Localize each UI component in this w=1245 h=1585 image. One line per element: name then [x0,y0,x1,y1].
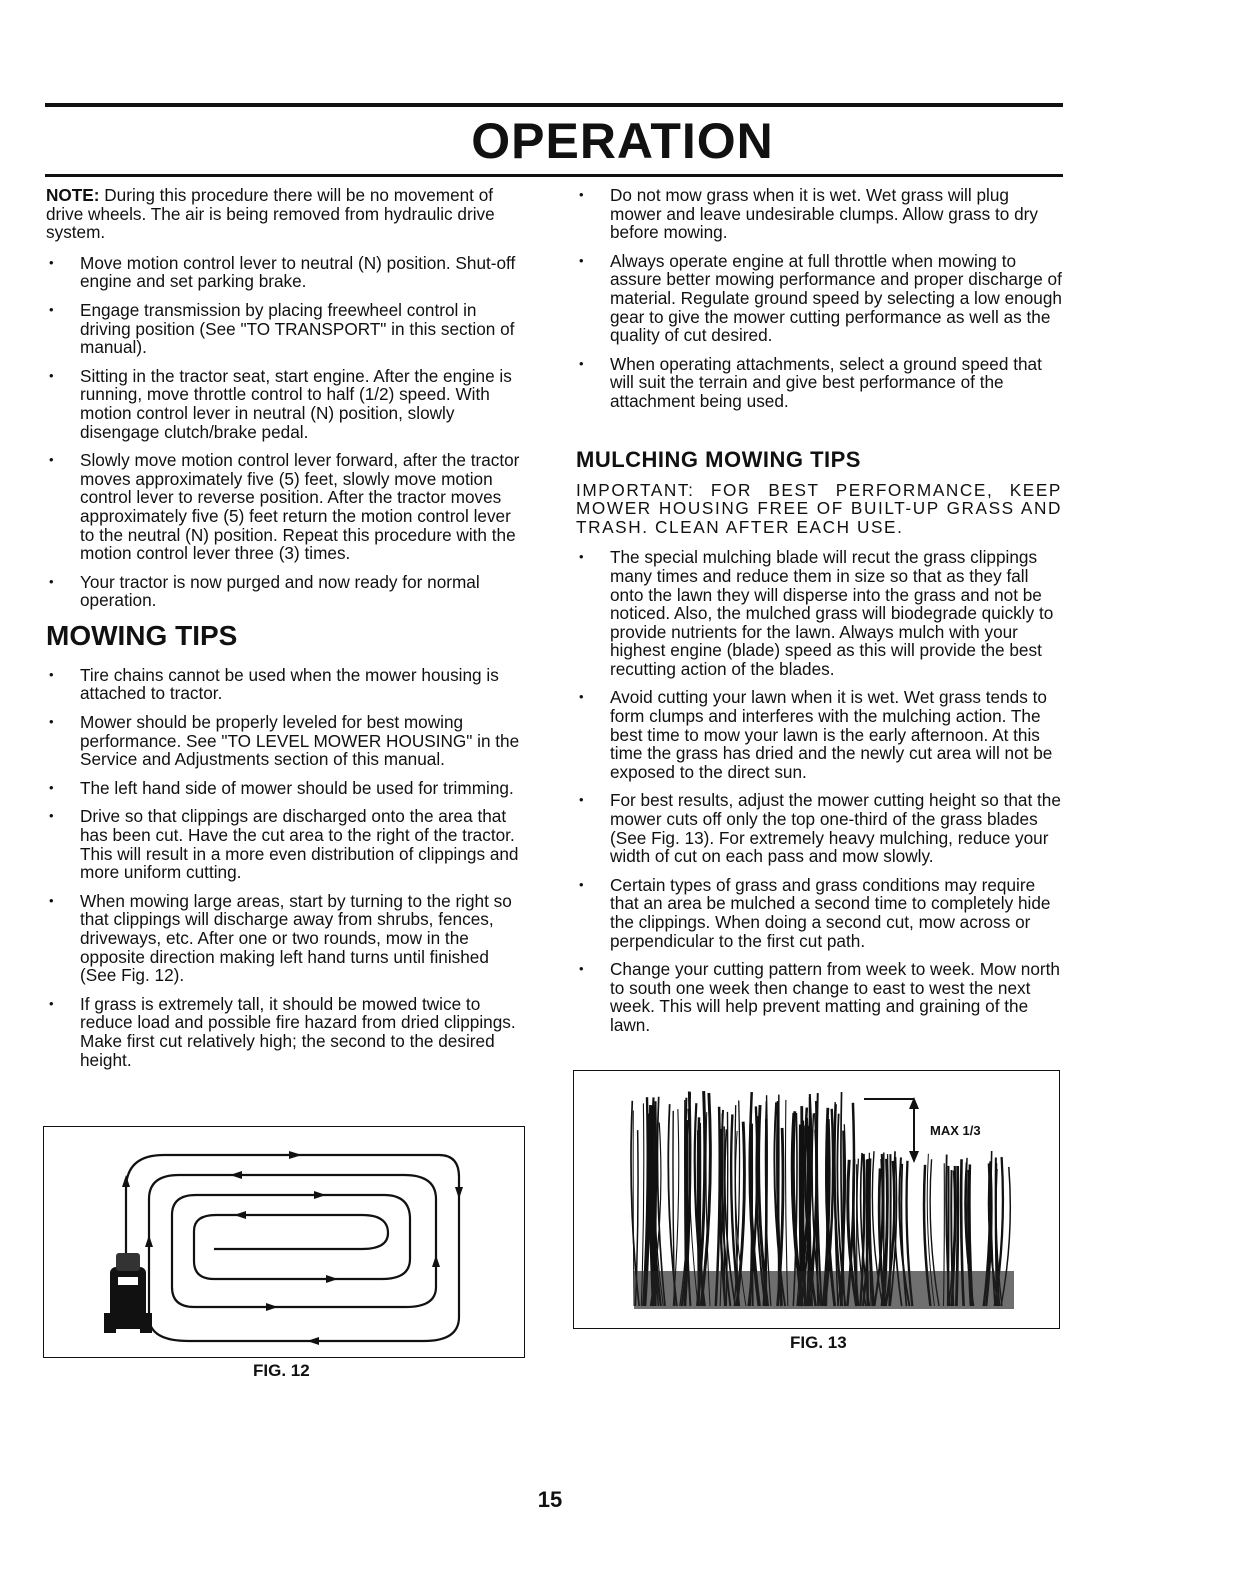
bullet-icon: • [49,573,54,589]
bullet-icon: • [49,452,54,468]
list-item: • Certain types of grass and grass conditions may require that an area be mulched a second time to completely hide the clippings. When doing a second cut, mow across or perpendicular to the first cut path. [579,874,1051,951]
bullet-icon: • [49,779,54,795]
bullet-icon: • [49,301,54,317]
list-item: • The left hand side of mower should be used for trimming. [49,777,514,798]
list-item: • Do not mow grass when it is wet. Wet grass will plug mower and leave undesirable clumps. Allow grass to dry before mowing. [579,185,1038,243]
note-label: NOTE: [46,185,100,205]
bullet-icon: • [579,187,584,202]
list-item: • The special mulching blade will recut the grass clippings many times and reduce them in size so that as they fall onto the lawn they will disperse into the grass and not be noticed. Also, the mulched grass will biodegrade quickly to provide nutrients for the lawn. Always mulch with your highest engine (blade) speed as this will provide the best recutting action of the blades. [579,547,1054,679]
bullet-icon: • [579,549,584,565]
list-item: • If grass is extremely tall, it should be mowed twice to reduce load and possible fire hazard from dried clippings. Make first cut relatively high; the second to the desired height. [49,993,516,1070]
page-number: 15 [537,1487,563,1512]
list-item: • Move motion control lever to neutral (N) position. Shut-off engine and set parking brake. [49,252,516,292]
tractor-icon [104,1253,152,1333]
title-underline [45,174,1063,177]
top-rule [45,103,1063,107]
bullet-icon: • [579,961,584,977]
list-item: • Sitting in the tractor seat, start engine. After the engine is running, move throttle control to half (1/2) speed. With motion control lever in neutral (N) position, slowly disengage clutch/brake pedal. [49,365,512,442]
list-item: • Always operate engine at full throttle when mowing to assure better mowing performance and proper discharge of material. Regulate ground speed by selecting a low enough gear to give the mower cutting performance as well as the quality of cut desired. [579,250,1062,346]
list-item: • Change your cutting pattern from week to week. Mow north to south one week then change to east to west the next week. This will help prevent matting and graining of the lawn. [579,959,1060,1035]
bullet-icon: • [49,666,54,682]
max-one-third-label: MAX 1/3 [930,1123,981,1138]
fig13-grass-height [573,1070,1060,1329]
general-tips-list [576,186,1062,411]
fig12-mowing-pattern [43,1126,525,1358]
important-notice: IMPORTANT: FOR BEST PERFORMANCE, KEEP MOWER HOUSING FREE OF BUILT-UP GRASS AND TRASH. CLEAN AFTER EACH USE. [576,479,1062,537]
bullet-icon: • [49,367,54,383]
grass-illustration [574,1071,1059,1328]
bullet-icon: • [579,355,584,371]
mowing-tips-list [46,666,528,1069]
note-text: During this procedure there will be no movement of drive wheels. The air is being removed from hydraulic drive system. [46,185,495,243]
list-item: • Tire chains cannot be used when the mower housing is attached to tractor. [49,664,499,704]
bullet-icon: • [579,689,584,705]
page-title: OPERATION [471,113,774,169]
left-column [46,186,528,1079]
bullet-icon: • [49,714,54,730]
list-item: • When operating attachments, select a ground speed that will suit the terrain and give best performance of the attachment being used. [579,353,1042,411]
list-item: • When mowing large areas, start by turning to the right so that clippings will discharge away from shrubs, fences, driveways, etc. After one or two rounds, mow in the opposite direction making left hand turns until finished (See Fig. 12). [49,890,512,986]
mulching-heading: MULCHING MOWING TIPS [576,446,861,472]
bullet-icon: • [49,808,54,824]
list-item: • Engage transmission by placing freewheel control in driving position (See "TO TRANSPORT" in this section of manual). [49,299,515,358]
note-paragraph [46,186,528,242]
list-item: • Mower should be properly leveled for best mowing performance. See "TO LEVEL MOWER HOUSING" in the Service and Adjustments section of this manual. [49,712,520,770]
fig13-caption: FIG. 13 [790,1333,847,1352]
bullet-icon: • [579,792,584,808]
arrow-down-icon [909,1151,919,1163]
list-item: • Slowly move motion control lever forward, after the tractor moves approximately five (5) feet, slowly move motion control lever to reverse position. After the tractor moves approximately five (5) feet return the motion control lever to the neutral (N) position. Repeat this procedure with the motion control lever three (3) times. [49,450,520,564]
bullet-icon: • [579,252,584,268]
right-column [576,186,1062,1045]
bullet-icon: • [49,892,54,908]
bullet-icon: • [49,995,54,1011]
purge-steps-list [46,254,528,610]
mowing-pattern-diagram [44,1127,524,1357]
bullet-icon: • [579,876,584,892]
list-item: • Your tractor is now purged and now ready for normal operation. [49,571,480,611]
list-item: • For best results, adjust the mower cutting height so that the mower cuts off only the top one-third of the grass blades (See Fig. 13). For extremely heavy mulching, reduce your width of cut on each pass and mow slowly. [579,790,1061,867]
mulching-tips-list [576,548,1062,1034]
list-item: • Drive so that clippings are discharged onto the area that has been cut. Have the cut area to the right of the tractor. This will result in a more even distribution of clippings and more uniform cutting. [49,806,519,883]
mowing-tips-heading: MOWING TIPS [46,619,238,651]
bullet-icon: • [49,254,54,270]
fig12-caption: FIG. 12 [253,1361,310,1380]
list-item: • Avoid cutting your lawn when it is wet. Wet grass tends to form clumps and interferes with the mulching action. The best time to mow your lawn is the early afternoon. At this time the grass has dried and the newly cut area will not be exposed to the direct sun. [579,687,1053,782]
height-bracket [864,1099,914,1161]
